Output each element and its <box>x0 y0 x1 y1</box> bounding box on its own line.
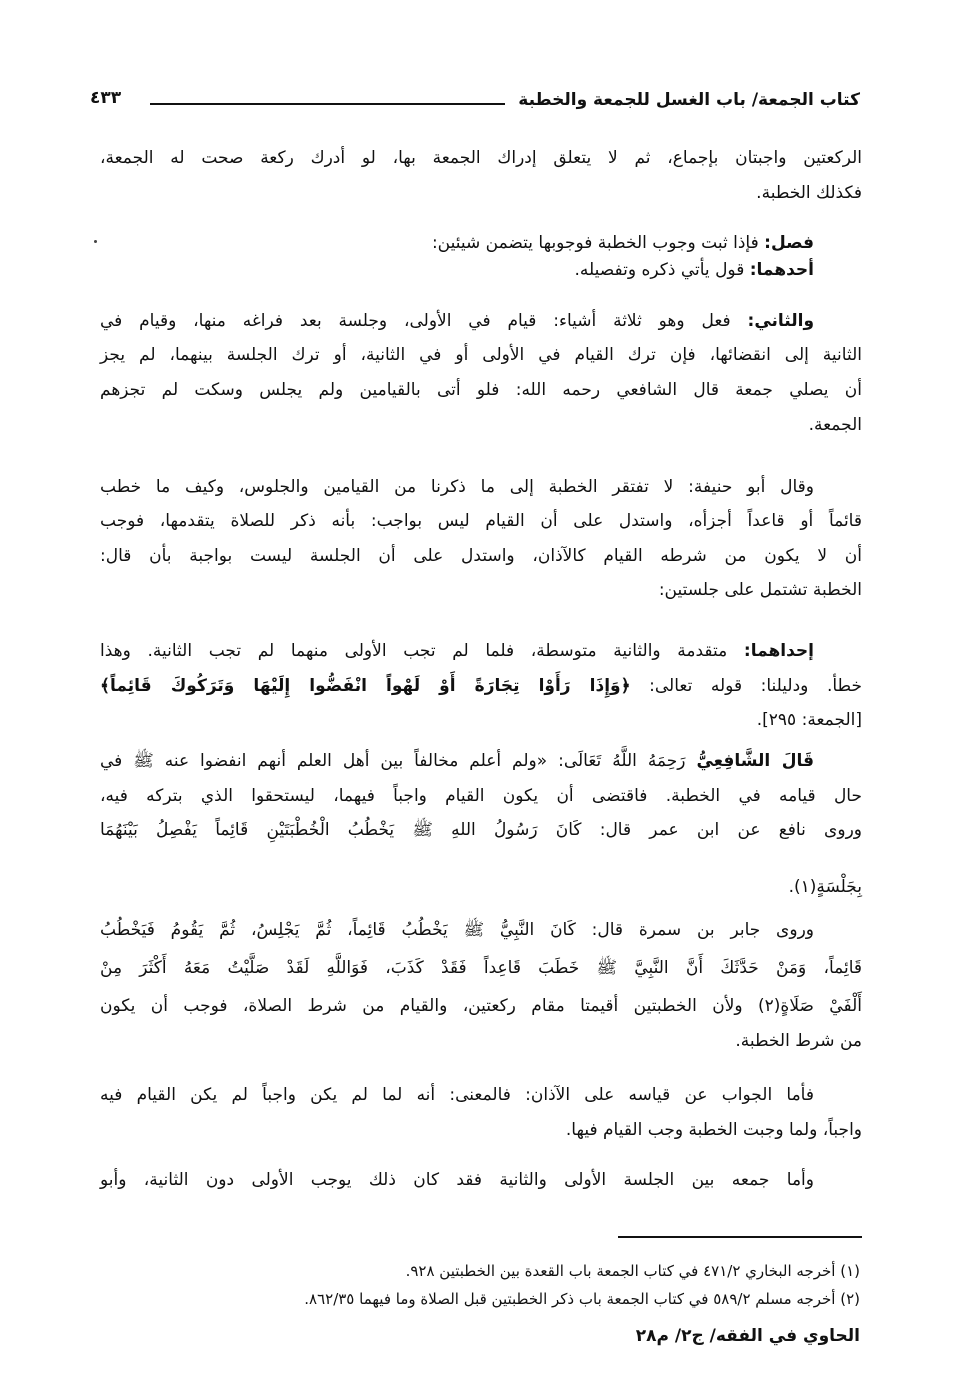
text-line: أن يصلي جمعة قال الشافعي رحمه الله: فلو أتى بالقيامين ولم يجلس وسكت لم تجزهم <box>100 380 862 400</box>
footnote-1: (١) أخرجه البخاري ٤٧١/٢ في كتاب الجمعة باب القعدة بين الخطبتين ٩٢٨. <box>405 1262 860 1280</box>
first-label: أحدهما: <box>749 260 814 280</box>
text-line: الثانية إلى انقضائها، فإن ترك القيام في الأولى أو في الثانية، أو ترك الجلسة بينهما، لم يجز <box>100 345 862 365</box>
text-line: وروى جابر بن سمرة قال: كَانَ النَّبِيُّ ﷺ يَخْطُبُ قَائِماً، ثُمَّ يَجْلِسُ، ثُمَّ يَقُومُ فَيَخْطُبُ <box>100 920 814 940</box>
text-span: خطأ. ودليلنا: قوله تعالى: <box>649 676 862 696</box>
text-line: من شرط الخطبة. <box>735 1031 862 1051</box>
text-span: فعل وهو ثلاثة أشياء: قيام في الأولى، وجلسة بعد فراغه منها، وقيام في <box>100 311 731 331</box>
header-rule <box>150 103 505 105</box>
text-line <box>100 673 862 699</box>
text-line: فكذلك الخطبة. <box>756 183 862 203</box>
text-line: حال قيامه في الخطبة. فاقتضى أن يكون القيام واجباً فيهما، ليستحقوا الذي بتركه فيه، <box>100 786 862 806</box>
second-label: والثاني: <box>747 311 815 331</box>
text-span: فإذا ثبت وجوب الخطبة فوجوبها يتضمن شيئين: <box>431 233 759 253</box>
quran-verse: ﴿وَإِذَا رَأَوْا تِجَارَةً أَوْ لَهْواً انْفَضُّوا إِلَيْهَا وَتَرَكُوكَ قَائِماً﴾ <box>100 676 631 696</box>
text-line <box>100 748 862 774</box>
section-heading-line <box>100 230 862 256</box>
text-line: وروى نافع عن ابن عمر قال: كَانَ رَسُولُ اللهِ ﷺ يَخْطُبُ الْخُطْبَتَيْنِ قَائِماً يَفْصِلُ بَيْنَهُمَا <box>100 820 862 840</box>
text-line: وقال أبو حنيفة: لا تفتقر الخطبة إلى ما ذكرنا من القيامين والجلوس، وكيف ما خطب <box>100 477 814 497</box>
text-line <box>100 638 862 664</box>
text-line: فأما الجواب عن قياسه على الآذان: فالمعنى: أنه لما لم يكن واجباً لم يكن القيام فيه <box>100 1085 814 1105</box>
text-line: قائماً أو قاعداً أجزأه، واستدل على أن القيام ليس بواجب: بأنه ذكر للصلاة يتقدمها، فوجب <box>100 511 862 531</box>
text-line: وأما جمعه بين الجلسة الأولى والثانية فقد كان ذلك يوجب الأولى دون الثانية، وأبو <box>100 1170 814 1190</box>
text-line: الركعتين واجبتان بإجماع، ثم لا يتعلق إدراك الجمعة بها، لو أدرك ركعة صحت له الجمعة، <box>100 148 862 168</box>
text-span: رَحِمَهُ اللَّهُ تَعَالَى: «ولم أعلم مخالفاً بين أهل العلم أنهم انفضوا عنه ﷺ في <box>100 751 686 771</box>
text-span: قول يأتي ذكره وتفصيله. <box>574 260 745 280</box>
text-span: متقدمة والثانية متوسطة، فلما لم تجب الأولى منهما لم تجب الثانية. وهذا <box>100 641 728 661</box>
first-of-two-label: إحداهما: <box>743 641 814 661</box>
footnote-rule <box>618 1236 862 1238</box>
shafii-label: قَالَ الشَّافِعِيُّ <box>696 751 814 771</box>
scan-speck <box>94 240 97 243</box>
footnote-2: (٢) أخرجه مسلم ٥٨٩/٢ في كتاب الجمعة باب ذكر الخطبتين قبل الصلاة وما فيهما ٨٦٢/٣٥. <box>304 1290 860 1308</box>
text-line <box>100 257 862 283</box>
fasl-label: فصل: <box>764 233 814 253</box>
verse-reference: [الجمعة: ٢٩٥]. <box>756 710 862 730</box>
text-line: واجباً، ولما وجبت الخطبة وجب القيام فيها. <box>565 1120 862 1140</box>
text-line: أن لا يكون من شرطه القيام كالآذان، واستدل على أن الجلسة ليست بواجبة بأن قال: <box>100 546 862 566</box>
running-header-title: كتاب الجمعة/ باب الغسل للجمعة والخطبة <box>518 90 860 110</box>
text-line: قَائِماً، وَمَنْ حَدَّثَكَ أَنَّ النَّبِيَّ ﷺ خَطَبَ قَاعِداً فَقَدْ كَذَبَ، فَوَاللَّهِ لَقَدْ صَلَّيْتُ مَعَهُ أَكْثَرَ مِنْ <box>100 958 862 978</box>
text-line: بِجَلْسَةٍ(١). <box>788 877 862 897</box>
text-line: أَلْفَيْ صَلَاةٍ(٢) ولأن الخطبتين أقيمتا مقام ركعتين، والقيام من شرط الصلاة، فوجب أن يكون <box>100 996 862 1016</box>
text-line <box>100 308 862 334</box>
text-line: الخطبة تشتمل على جلستين: <box>658 580 862 600</box>
page-number: ٤٣٣ <box>90 88 122 108</box>
text-line: الجمعة. <box>808 415 862 435</box>
book-signature-footer: الحاوي في الفقه/ ج٢/ م٢٨ <box>635 1326 860 1346</box>
